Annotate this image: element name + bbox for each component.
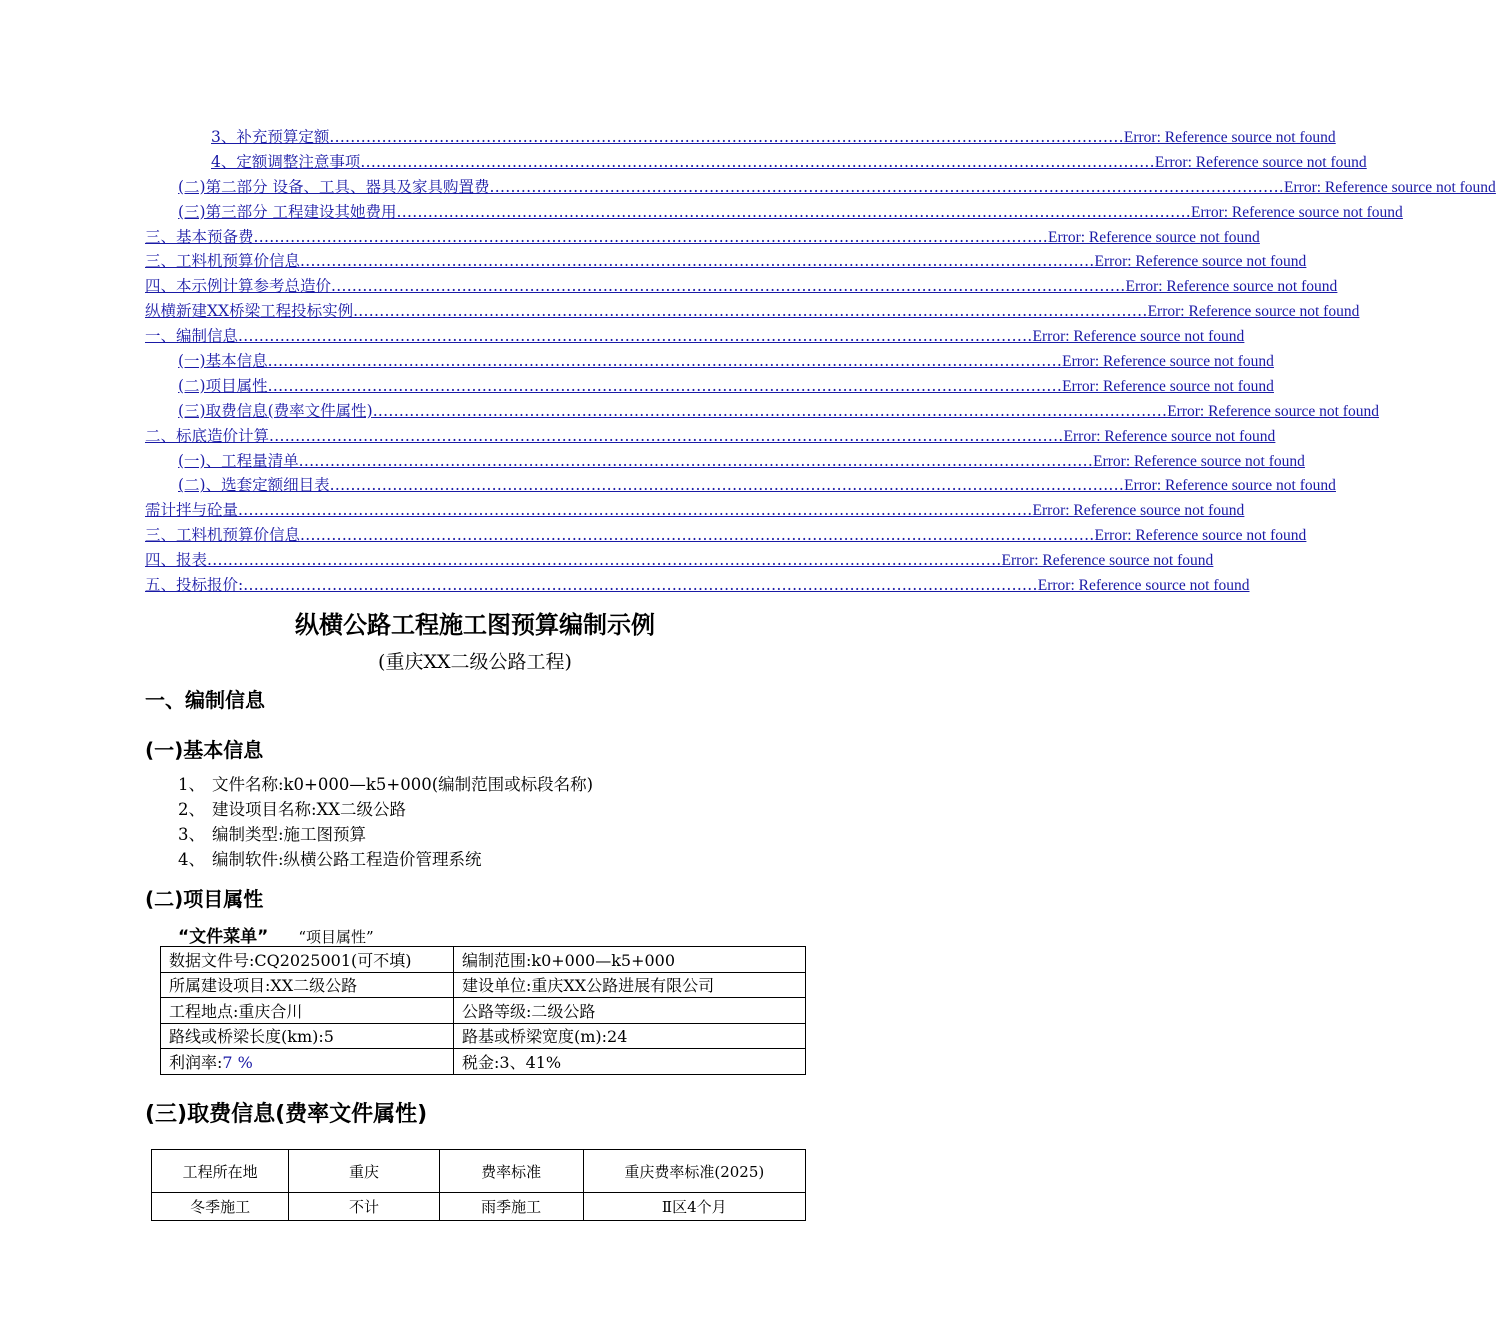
toc-entry[interactable] <box>0 250 1307 275</box>
toc-link[interactable]: (三)取费信息(费率文件属性) ........................................................................................................................................................ Error: Reference source not found <box>178 401 1379 420</box>
table-cell: 重庆费率标准(2025) <box>583 1150 805 1193</box>
toc-link[interactable]: (一)基本信息 ........................................................................................................................................................ Error: Reference source not found <box>178 352 1274 371</box>
toc-leader: ........................................................................................................................................................ <box>331 277 1126 296</box>
table-cell: 所属建设项目:XX二级公路 <box>161 972 454 998</box>
menu-project-attr-label: “项目属性” <box>298 928 374 946</box>
table-cell: 雨季施工 <box>439 1193 583 1221</box>
fee-info-table <box>151 1149 806 1221</box>
toc-entry[interactable] <box>0 375 1274 400</box>
toc-entry[interactable] <box>0 574 1250 599</box>
table-row <box>152 1150 806 1193</box>
toc-entry[interactable] <box>0 201 1403 226</box>
toc-link[interactable]: 一、编制信息 ........................................................................................................................................................ Error: Reference source not found <box>145 327 1245 346</box>
toc-entry[interactable] <box>0 275 1338 300</box>
table-cell: 不计 <box>289 1193 439 1221</box>
toc-entry[interactable] <box>0 450 1305 475</box>
toc-link[interactable]: 4、定额调整注意事项 ........................................................................................................................................................ Error: Reference source not found <box>211 152 1367 171</box>
table-cell: 路线或桥梁长度(km):5 <box>161 1023 454 1049</box>
toc-link[interactable]: 三、工料机预算价信息 ........................................................................................................................................................ Error: Reference source not found <box>145 526 1307 545</box>
toc-link[interactable]: (二)项目属性 ........................................................................................................................................................ Error: Reference source not found <box>178 376 1274 395</box>
toc-entry[interactable] <box>0 425 1276 450</box>
toc-leader: ........................................................................................................................................................ <box>329 128 1124 146</box>
table-cell: 冬季施工 <box>152 1193 289 1221</box>
menu-path <box>178 922 374 947</box>
table-of-contents <box>0 126 1496 599</box>
table-cell: 公路等级:二级公路 <box>454 998 806 1024</box>
toc-link[interactable]: 三、工料机预算价信息 ........................................................................................................................................................ Error: Reference source not found <box>145 252 1307 271</box>
section-heading-basic-info: (一)基本信息 <box>145 738 264 762</box>
toc-link[interactable]: 四、报表 ........................................................................................................................................................ Error: Reference source not found <box>145 551 1214 570</box>
toc-leader: ........................................................................................................................................................ <box>300 252 1095 271</box>
menu-file-label: “文件菜单” <box>178 927 269 947</box>
section-heading-fee-info: (三)取费信息(费率文件属性) <box>145 1102 428 1127</box>
toc-leader: ........................................................................................................................................................ <box>396 202 1192 221</box>
toc-link[interactable]: 五、投标报价: ........................................................................................................................................................ Error: Reference source not found <box>145 576 1250 595</box>
table-cell: 数据文件号:CQ2025001(可不填) <box>161 947 454 973</box>
toc-leader: ........................................................................................................................................................ <box>238 501 1033 520</box>
toc-link[interactable]: (二)、选套定额细目表 ........................................................................................................................................................ Error: Reference source not found <box>178 476 1336 495</box>
toc-leader: ........................................................................................................................................................ <box>300 526 1095 545</box>
toc-leader: ........................................................................................................................................................ <box>360 152 1155 171</box>
toc-entry[interactable] <box>0 126 1336 151</box>
toc-entry[interactable] <box>0 176 1496 201</box>
toc-entry[interactable] <box>0 400 1379 425</box>
table-cell: Ⅱ区4个月 <box>583 1193 805 1221</box>
toc-leader: ........................................................................................................................................................ <box>207 551 1002 570</box>
toc-link[interactable]: (二)第二部分 设备、工具、器具及家具购置费 ........................................................................................................................................................ Error: Reference source not found <box>178 177 1496 196</box>
toc-entry[interactable] <box>0 325 1245 350</box>
toc-leader: ........................................................................................................................................................ <box>489 177 1285 196</box>
basic-info-list <box>178 772 593 872</box>
table-row <box>152 1193 806 1221</box>
table-row <box>161 1023 806 1049</box>
list-item: 3、 编制类型:施工图预算 <box>178 825 367 844</box>
toc-leader: ........................................................................................................................................................ <box>267 376 1063 395</box>
list-item: 2、 建设项目名称:XX二级公路 <box>178 800 407 819</box>
toc-leader: ........................................................................................................................................................ <box>372 401 1168 420</box>
profit-rate-label: 利润率: <box>169 1052 223 1072</box>
table-row <box>161 972 806 998</box>
toc-entry[interactable] <box>0 549 1214 574</box>
document-title: 纵横公路工程施工图预算编制示例 <box>295 611 655 639</box>
table-cell: 税金:3、41% <box>454 1049 806 1075</box>
section-heading-project-attributes: (二)项目属性 <box>145 887 264 911</box>
toc-entry[interactable] <box>0 226 1260 251</box>
project-attributes-table <box>160 946 806 1075</box>
section-heading-compile-info: 一、编制信息 <box>145 688 265 712</box>
toc-link[interactable]: (一)、工程量清单 ........................................................................................................................................................ Error: Reference source not found <box>178 451 1305 470</box>
toc-leader: ........................................................................................................................................................ <box>238 327 1033 346</box>
table-row <box>161 998 806 1024</box>
table-cell: 重庆 <box>289 1150 439 1193</box>
toc-entry[interactable] <box>0 350 1274 375</box>
toc-link[interactable]: 四、本示例计算参考总造价 ........................................................................................................................................................ Error: Reference source not found <box>145 277 1338 296</box>
document-subtitle: (重庆XX二级公路工程) <box>378 651 572 673</box>
table-row <box>161 947 806 973</box>
toc-link[interactable]: (三)第三部分 工程建设其她费用 ........................................................................................................................................................ Error: Reference source not found <box>178 202 1403 221</box>
toc-leader: ........................................................................................................................................................ <box>269 426 1064 445</box>
table-cell <box>161 1049 454 1075</box>
toc-leader: ........................................................................................................................................................ <box>353 302 1148 321</box>
toc-link[interactable]: 需计拌与砼量 ........................................................................................................................................................ Error: Reference source not found <box>145 501 1245 520</box>
table-cell: 工程地点:重庆合川 <box>161 998 454 1024</box>
toc-link[interactable]: 3、补充预算定额 ........................................................................................................................................................ Error: Reference source not found <box>211 128 1336 146</box>
toc-leader: ........................................................................................................................................................ <box>243 576 1038 595</box>
profit-rate-value: 7 % <box>222 1052 253 1072</box>
toc-entry[interactable] <box>0 151 1367 176</box>
table-cell: 编制范围:k0+000—k5+000 <box>454 947 806 973</box>
toc-leader: ........................................................................................................................................................ <box>267 352 1063 371</box>
toc-leader: ........................................................................................................................................................ <box>329 476 1125 495</box>
list-item: 1、 文件名称:k0+000—k5+000(编制范围或标段名称) <box>178 775 594 794</box>
list-item: 4、 编制软件:纵横公路工程造价管理系统 <box>178 850 482 869</box>
toc-link[interactable]: 纵横新建XX桥梁工程投标实例 ........................................................................................................................................................ Error: Reference source not found <box>145 302 1360 321</box>
toc-entry[interactable] <box>0 474 1336 499</box>
table-cell: 路基或桥梁宽度(m):24 <box>454 1023 806 1049</box>
toc-entry[interactable] <box>0 499 1245 524</box>
table-row <box>161 1049 806 1075</box>
table-cell: 费率标准 <box>439 1150 583 1193</box>
toc-entry[interactable] <box>0 300 1360 325</box>
toc-link[interactable]: 二、标底造价计算 ........................................................................................................................................................ Error: Reference source not found <box>145 426 1276 445</box>
table-cell: 建设单位:重庆XX公路进展有限公司 <box>454 972 806 998</box>
toc-leader: ........................................................................................................................................................ <box>298 451 1094 470</box>
toc-entry[interactable] <box>0 524 1307 549</box>
toc-link[interactable]: 三、基本预备费 ........................................................................................................................................................ Error: Reference source not found <box>145 227 1260 246</box>
table-cell: 工程所在地 <box>152 1150 289 1193</box>
toc-leader: ........................................................................................................................................................ <box>253 227 1049 246</box>
